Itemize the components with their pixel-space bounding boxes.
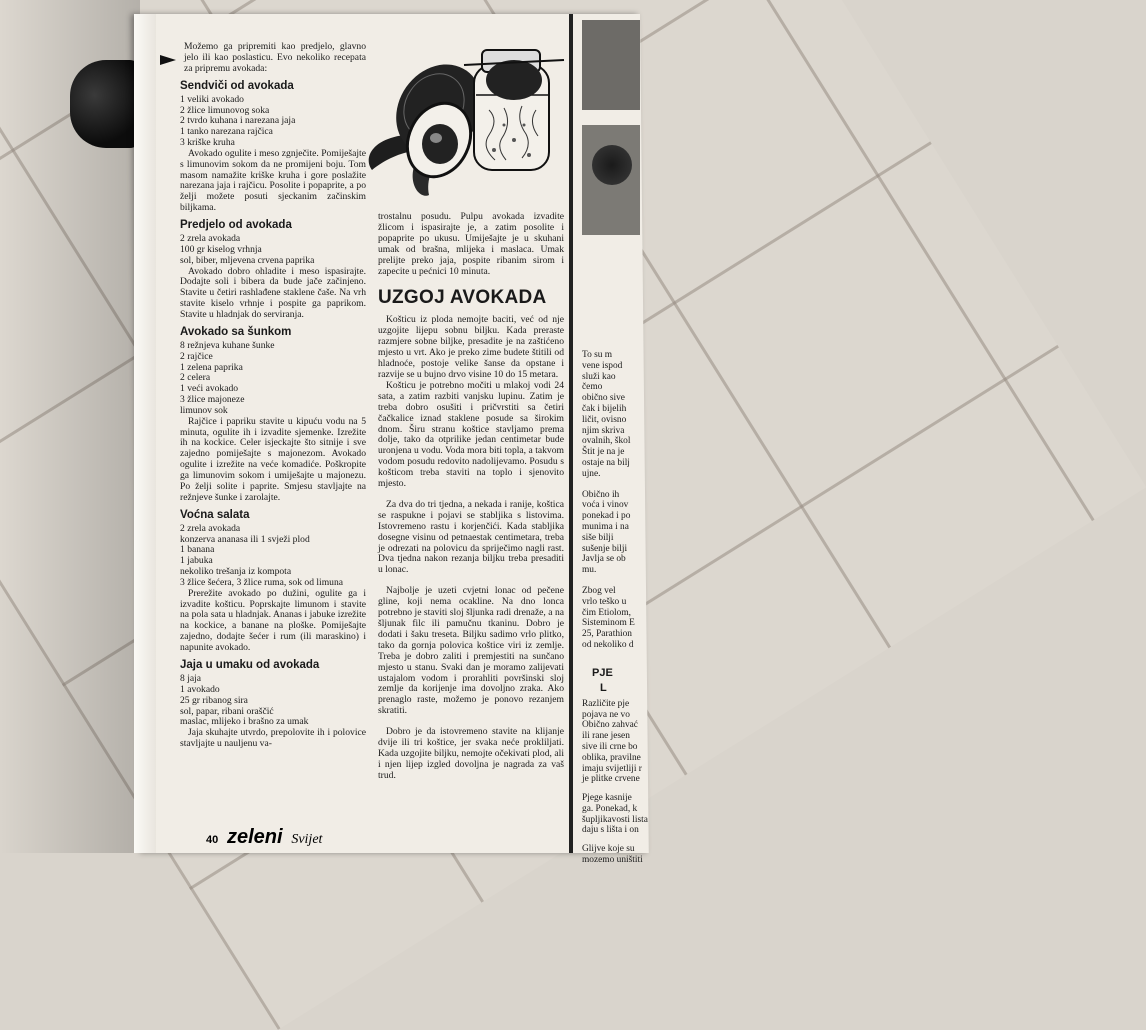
ingredient: 1 banana — [180, 544, 215, 556]
paragraph: Košticu je potrebno močiti u mlakoj vodi 24 sata, a zatim razbiti vanjsku lupinu. Zatim je treba dobro osušiti i pričvrstiti sa četiri čačkalice iznad staklene posude sa širokim dnom. Širu stranu koštice stavljamo prema dolje, tako da otprilike jedan centimetar bude uronjena u vodu. Voda mora biti topla, a takvom vodom posudu redovito nadolijevamo. Posudu s košticom treba staviti na toplo i sjenovito mjesto. — [378, 379, 564, 490]
ingredient: 3 kriške kruha — [180, 136, 235, 148]
section-heading: PJE — [592, 666, 613, 679]
column-partial — [582, 350, 648, 866]
intro-text: Možemo ga pripremiti kao predjelo, glavno jelo ili kao poslasticu. Evo nekoliko recepata za pripremu avokada: — [184, 41, 366, 74]
page-number: 40 — [206, 834, 219, 846]
ingredient: konzerva ananasa ili 1 svježi plod — [180, 533, 310, 545]
text-line: oblika, pravilne — [582, 752, 641, 763]
text-line: ostaje na bilj — [582, 457, 630, 468]
section-title: UZGOJ AVOKADA — [378, 287, 547, 309]
ingredient: 2 celera — [180, 372, 211, 384]
text-line: munima i na — [582, 521, 629, 532]
ingredient: sol, papar, ribani oraščić — [180, 705, 274, 717]
seed-in-jar — [486, 60, 542, 100]
ingredient: 3 žlice šećera, 3 žlice ruma, sok od limuna — [180, 576, 344, 588]
recipe-title: Avokado sa šunkom — [180, 326, 292, 339]
text-line: 25, Parathion — [582, 629, 632, 640]
text-line: Štit je na je — [582, 447, 625, 458]
text-block — [582, 586, 640, 651]
column-divider — [569, 14, 573, 853]
recipe-title: Predjelo od avokada — [180, 219, 292, 232]
text-line: čak i bijelih — [582, 403, 627, 414]
ingredients-list — [180, 234, 366, 266]
text-line: ujne. — [582, 468, 601, 479]
text-line: Različite pje — [582, 698, 630, 709]
arrow-right-icon — [160, 55, 176, 65]
ingredient: 1 avokado — [180, 683, 220, 695]
text-line: ili rane jesen — [582, 731, 630, 742]
plant-photo — [582, 125, 640, 235]
avocado-illustration — [364, 40, 564, 205]
text-line: Pjege kasnije — [582, 793, 632, 804]
text-line: njim skriva — [582, 425, 625, 436]
recipe-title: Sendviči od avokada — [180, 79, 294, 92]
page-footer — [206, 826, 328, 849]
text-line: mozemo uništiti — [582, 855, 643, 866]
dark-knob — [70, 60, 140, 148]
magazine-logo: zeleni — [227, 826, 283, 848]
text-line: od nekoliko d — [582, 639, 634, 650]
ingredients-list — [180, 524, 366, 589]
ingredient: 2 žlice limunovog soka — [180, 104, 270, 116]
ingredient: 8 jaja — [180, 673, 202, 685]
text-line: mu. — [582, 565, 597, 576]
magazine-logo-secondary: Svijet — [291, 832, 323, 847]
ingredient: 1 veći avokado — [180, 383, 239, 395]
paragraph: Najbolje je uzeti cvjetni lonac od pečene gline, koji nema ocakline. Na dno lonca potrebno je staviti sloj šljunka radi drenaže, a na šljunak filc ili pamučnu tkaninu. Dobro je dodati i šaku treseta. Biljku sadimo vrlo plitko, tako da gornja polovica koštice viri iz zemlje. Treba je dobro zaliti i premjestiti na sunčano mjesto u stanu. Svaki dan je moramo zalijevati ustajalom vodom i prorahliti površinski sloj zemlje da korijenje ima dovoljno zraka. Ako prenaglo raste, možemo je ponovo rezanjem skratiti. — [378, 585, 564, 717]
ingredients-list — [180, 341, 366, 417]
section-heading: L — [600, 681, 607, 694]
text-line: Obično ih — [582, 489, 620, 500]
text-line: To su m — [582, 350, 613, 360]
text-line: je plitke crvene — [582, 774, 640, 785]
text-line: Glijve koje su — [582, 844, 635, 855]
text-line: čim Etiolom, — [582, 607, 631, 618]
recipe-text: Avokado ogulite i meso zgnječite. Pomiješajte s limunovim sokom da ne promijeni boju. Tom masom namažite kriške kruha i gore poslažite narezana jaja i rajčicu. Posolite i popaprite, a po želji možete posuti sjeckanim začinskim biljkama. — [180, 147, 366, 214]
text-line: ovalnih, škol — [582, 436, 631, 447]
continued-text: trostalnu posudu. Pulpu avokada izvadite žlicom i ispasirajte je, a zatim posolite i popaprite po ukusu. Umiješajte je u skuhani umak od brašna, mlijeka i maslaca. Umak prelijte preko jaja, pospite ribanim sirom i zapecite u pećnici 10 minuta. — [378, 211, 564, 277]
text-line: Javlja se ob — [582, 554, 626, 565]
text-line: sušenje bilji — [582, 543, 628, 554]
ingredient: 2 tvrdo kuhana i narezana jaja — [180, 115, 296, 127]
text-line: čemo — [582, 382, 603, 393]
text-line: voća i vinov — [582, 500, 629, 511]
text-block — [582, 844, 643, 866]
text-line: Obično zahvać — [582, 720, 638, 731]
recipe-text: Avokado dobro ohladite i meso ispasirajte. Dodajte soli i bibera da bude jače začinjeno. Stavite u četiri rashlađene staklene čaše. Na vrh stavite kiselo vrhnje i pospite ga paprikom. Stavite u hladnjak do serviranja. — [180, 265, 366, 321]
text-line: šupljikavosti lista — [582, 814, 648, 825]
text-line: daju s lišta i on — [582, 825, 639, 836]
text-line: ponekad i po — [582, 511, 631, 522]
photo-box — [582, 20, 640, 110]
ingredient: 8 režnjeva kuhane šunke — [180, 340, 275, 352]
recipe-text: Rajčice i papriku stavite u kipuću vodu na 5 minuta, ogulite ih i izvadite sjemenke. Izrežite ih na kockice. Celer isjeckajte što sitnije i sve zajedno pomiješajte s majonezom. Avokado ogulite i izrežite na veće komadiće. Poškropite ga limunovim sokom i umiješajte u majonezu. Po želji solite i paprite. Smjesu stavljajte na režnjeve šunke i zarolajte. — [180, 415, 366, 503]
ingredient: 1 tanko narezana rajčica — [180, 126, 273, 138]
text-line: siše bilji — [582, 532, 614, 543]
ingredient: maslac, mlijeko i brašno za umak — [180, 716, 309, 728]
text-line: Sisteminom E — [582, 618, 635, 629]
text-line: pojava ne vo — [582, 709, 630, 720]
text-line: obično sive — [582, 393, 625, 404]
ingredients-list — [180, 674, 366, 728]
leaf-icon — [592, 145, 632, 185]
recipe-text: Prerežite avokado po dužini, ogulite ga i izvadite košticu. Poprskajte limunom i stavite na pola sata u hladnjak. Ananas i jabuke izrežite na kockice, a banane na ploške. Pomiješajte zajedno, dodajte šećer i rum (ili maraskino) i napunite avokado. — [180, 587, 366, 654]
text-line: služi kao — [582, 371, 616, 382]
column-growing — [378, 212, 564, 782]
ingredient: 3 žlice majoneze — [180, 394, 245, 406]
recipe-text: Jaja skuhajte utvrdo, prepolovite ih i polovice stavljajte u nauljenu va- — [180, 727, 366, 749]
ingredient: 1 jabuka — [180, 555, 213, 567]
text-line: Zbog vel — [582, 585, 616, 596]
ingredient: 2 zrela avokada — [180, 233, 241, 245]
ingredient: 100 gr kiselog vrhnja — [180, 243, 262, 255]
ingredient: 1 zelena paprika — [180, 361, 243, 373]
ingredient: 25 gr ribanog sira — [180, 694, 248, 706]
page-edge — [134, 14, 156, 853]
ingredient: 1 veliki avokado — [180, 93, 244, 105]
text-block — [582, 490, 640, 576]
paragraph: Košticu iz ploda nemojte baciti, već od nje uzgojite lijepu sobnu biljku. Kada prerastе razmjere sobne biljke, presadite je na zaštićeno mjesto u vrt. Ako je preko zime budete štitili od hladnoće, postoje velike šanse da opstane i razvije se u bujno drvo visine 10 do 15 metara. — [378, 314, 564, 380]
recipe-title: Voćna salata — [180, 508, 250, 521]
text-line: vrlo teško u — [582, 596, 627, 607]
text-line: ličit, ovisno — [582, 414, 627, 425]
ingredient: limunov sok — [180, 404, 228, 416]
text-line: ga. Ponekad, k — [582, 803, 638, 814]
text-block — [582, 350, 640, 480]
section-heading-block — [582, 667, 640, 695]
ingredients-list — [180, 95, 366, 149]
avocado-pit — [422, 124, 458, 164]
paragraph: Dobro je da istovremeno stavite na klijanje dvije ili tri koštice, jer svaka neće prokliljati. Kada uzgojite biljku, nemojte očekivati plod, ali i njen lijep izgled dovoljna je nagrada za vaš trud. — [378, 726, 564, 781]
recipe-title: Jaja u umaku od avokada — [180, 659, 320, 672]
column-recipes — [180, 42, 366, 750]
paragraph: Za dva do tri tjedna, a nekada i ranije, koštica se raspukne i pojavi se stabljika s listovima. Istovremeno rastu i korjenčići. Kada stabljika dosegne visinu od petnaestak centimetara, treba je odrezati na polovicu da spriječimo nagli rast. Dva tjedna nakon rezanja biljku treba presaditi u lonac. — [378, 498, 564, 576]
text-line: imaju svijetliji r — [582, 763, 642, 774]
text-block — [582, 793, 648, 836]
text-line: vene ispod — [582, 360, 623, 371]
ingredient: sol, biber, mljevena crvena paprika — [180, 254, 315, 266]
text-block — [582, 699, 640, 785]
ingredient: nekoliko trešanja iz kompota — [180, 566, 292, 578]
text-line: sive ili crne bo — [582, 741, 638, 752]
ingredient: 2 zrela avokada — [180, 522, 241, 534]
ingredient: 2 rajčice — [180, 350, 213, 362]
